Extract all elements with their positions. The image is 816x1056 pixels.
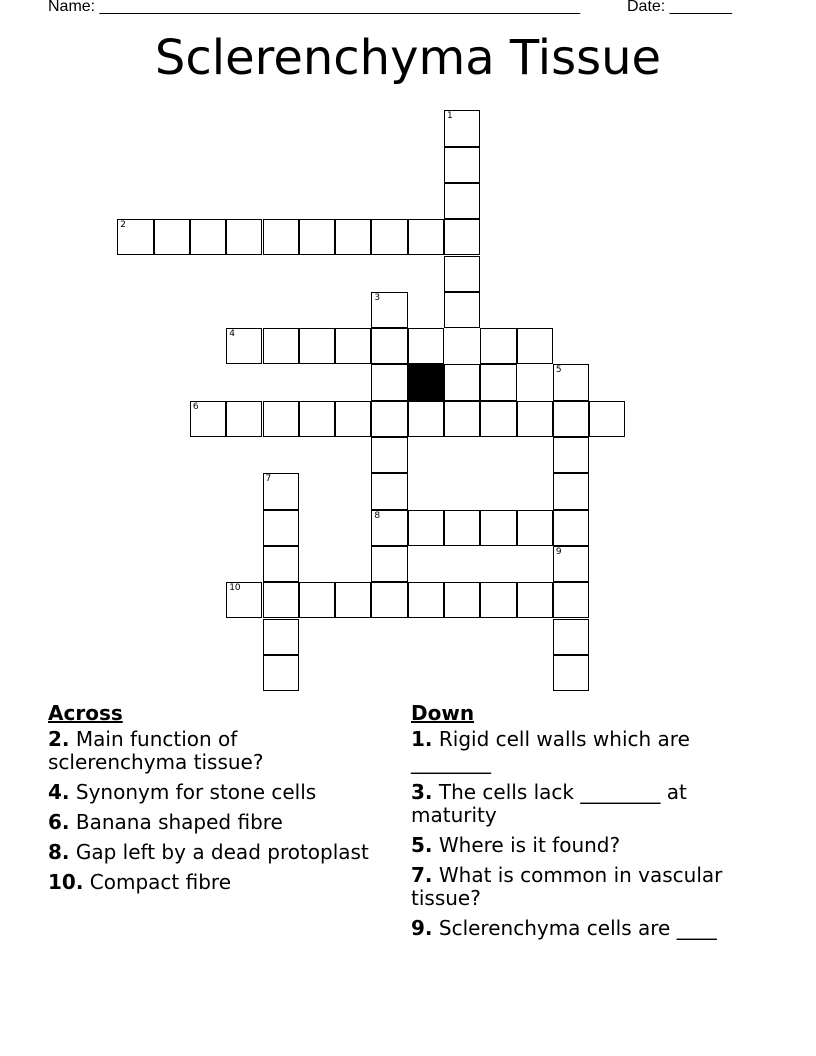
across-clues: [48, 702, 378, 901]
clue-across-2: [48, 728, 378, 774]
grid-cell[interactable]: [263, 619, 299, 655]
grid-cell[interactable]: [299, 328, 335, 364]
grid-cell[interactable]: [335, 328, 371, 364]
cell-number: 3: [374, 292, 381, 303]
grid-cell[interactable]: [517, 510, 553, 546]
grid-cell[interactable]: [480, 582, 516, 618]
grid-cell[interactable]: [154, 219, 190, 255]
clue-number: 4.: [48, 780, 70, 804]
grid-cell[interactable]: [517, 328, 553, 364]
cell-number: 1: [447, 111, 453, 122]
clue-text: The cells lack ________ at maturity: [411, 780, 687, 827]
grid-cell[interactable]: [444, 582, 480, 618]
grid-cell[interactable]: [589, 401, 625, 437]
clue-text: Sclerenchyma cells are ____: [438, 916, 717, 940]
grid-cell[interactable]: [553, 619, 589, 655]
grid-cell[interactable]: [263, 328, 299, 364]
grid-cell[interactable]: [480, 328, 516, 364]
grid-cell[interactable]: [553, 546, 589, 582]
grid-cell[interactable]: [444, 401, 480, 437]
grid-cell[interactable]: [371, 292, 407, 328]
grid-cell[interactable]: [299, 582, 335, 618]
grid-cell[interactable]: [226, 328, 262, 364]
blocked-cell: [408, 364, 444, 400]
grid-cell[interactable]: [371, 364, 407, 400]
clue-down-1: [411, 728, 751, 774]
grid-cell[interactable]: [480, 364, 516, 400]
grid-cell[interactable]: [553, 437, 589, 473]
date-field-line[interactable]: Date: _______: [627, 0, 732, 15]
clue-text: What is common in vascular tissue?: [411, 863, 723, 910]
grid-cell[interactable]: [226, 219, 262, 255]
grid-cell[interactable]: [480, 510, 516, 546]
grid-cell[interactable]: [335, 582, 371, 618]
cell-number: 5: [555, 365, 562, 376]
grid-cell[interactable]: [444, 364, 480, 400]
grid-cell[interactable]: [190, 219, 226, 255]
grid-cell[interactable]: [263, 510, 299, 546]
clue-number: 2.: [48, 727, 70, 751]
grid-cell[interactable]: [444, 292, 480, 328]
clue-down-9: [411, 917, 751, 940]
cell-number: 10: [229, 583, 241, 594]
grid-cell[interactable]: [553, 473, 589, 509]
grid-cell[interactable]: [408, 510, 444, 546]
clue-down-5: [411, 834, 751, 857]
clue-number: 5.: [411, 833, 433, 857]
clue-text: Gap left by a dead protoplast: [75, 840, 369, 864]
cell-number: 7: [265, 474, 272, 485]
clue-text: Synonym for stone cells: [75, 780, 317, 804]
grid-cell[interactable]: [335, 219, 371, 255]
clue-number: 10.: [48, 870, 84, 894]
grid-cell[interactable]: [190, 401, 226, 437]
down-clues: [411, 702, 751, 947]
grid-cell[interactable]: [263, 219, 299, 255]
cell-number: 6: [192, 401, 199, 412]
clue-down-7: [411, 864, 751, 910]
grid-cell[interactable]: [226, 582, 262, 618]
grid-cell[interactable]: [226, 401, 262, 437]
grid-cell[interactable]: [517, 401, 553, 437]
grid-cell[interactable]: [408, 582, 444, 618]
clue-text: Where is it found?: [438, 833, 621, 857]
grid-cell[interactable]: [444, 183, 480, 219]
grid-cell[interactable]: [553, 582, 589, 618]
clue-text: Main function of sclerenchyma tissue?: [48, 727, 264, 774]
grid-cell[interactable]: [553, 510, 589, 546]
grid-cell[interactable]: [299, 401, 335, 437]
grid-cell[interactable]: [263, 473, 299, 509]
grid-cell[interactable]: [371, 582, 407, 618]
grid-cell[interactable]: [263, 655, 299, 691]
grid-cell[interactable]: [444, 219, 480, 255]
cell-number: 2: [120, 220, 127, 231]
grid-cell[interactable]: [444, 256, 480, 292]
grid-cell[interactable]: [553, 364, 589, 400]
grid-cell[interactable]: [444, 510, 480, 546]
cell-number: 4: [229, 329, 235, 340]
grid-cell[interactable]: [408, 328, 444, 364]
grid-cell[interactable]: [371, 546, 407, 582]
clue-text: Compact fibre: [89, 870, 232, 894]
grid-cell[interactable]: [371, 219, 407, 255]
grid-cell[interactable]: [335, 401, 371, 437]
clue-across-8: [48, 841, 378, 864]
across-heading: Across: [48, 701, 123, 725]
grid-cell[interactable]: [371, 510, 407, 546]
grid-cell[interactable]: [371, 401, 407, 437]
clue-number: 9.: [411, 916, 433, 940]
grid-cell[interactable]: [517, 582, 553, 618]
cell-number: 8: [374, 510, 381, 521]
grid-cell[interactable]: [444, 147, 480, 183]
grid-cell[interactable]: [299, 219, 335, 255]
clue-across-4: [48, 781, 378, 804]
grid-cell[interactable]: [480, 401, 516, 437]
clue-number: 1.: [411, 727, 433, 751]
grid-cell[interactable]: [553, 401, 589, 437]
clue-down-3: [411, 781, 751, 827]
grid-cell[interactable]: [263, 401, 299, 437]
clue-across-6: [48, 811, 378, 834]
clue-number: 3.: [411, 780, 433, 804]
clue-across-10: [48, 871, 378, 894]
cell-number: 9: [555, 546, 562, 557]
grid-cell[interactable]: [263, 546, 299, 582]
grid-cell[interactable]: [553, 655, 589, 691]
grid-cell[interactable]: [371, 473, 407, 509]
grid-cell[interactable]: [371, 437, 407, 473]
down-heading: Down: [411, 701, 475, 725]
grid-cell[interactable]: [371, 328, 407, 364]
clue-number: 7.: [411, 863, 433, 887]
puzzle-title: Sclerenchyma Tissue: [154, 30, 662, 86]
grid-cell[interactable]: [444, 110, 480, 146]
clue-text: Banana shaped fibre: [75, 810, 283, 834]
grid-cell[interactable]: [408, 219, 444, 255]
grid-cell[interactable]: [263, 582, 299, 618]
clue-number: 6.: [48, 810, 70, 834]
grid-cell[interactable]: [117, 219, 153, 255]
clue-number: 8.: [48, 840, 70, 864]
grid-cell[interactable]: [408, 401, 444, 437]
name-field-line[interactable]: Name: ______________________________________________________: [48, 0, 581, 15]
clue-text: Rigid cell walls which are ________: [411, 727, 690, 774]
